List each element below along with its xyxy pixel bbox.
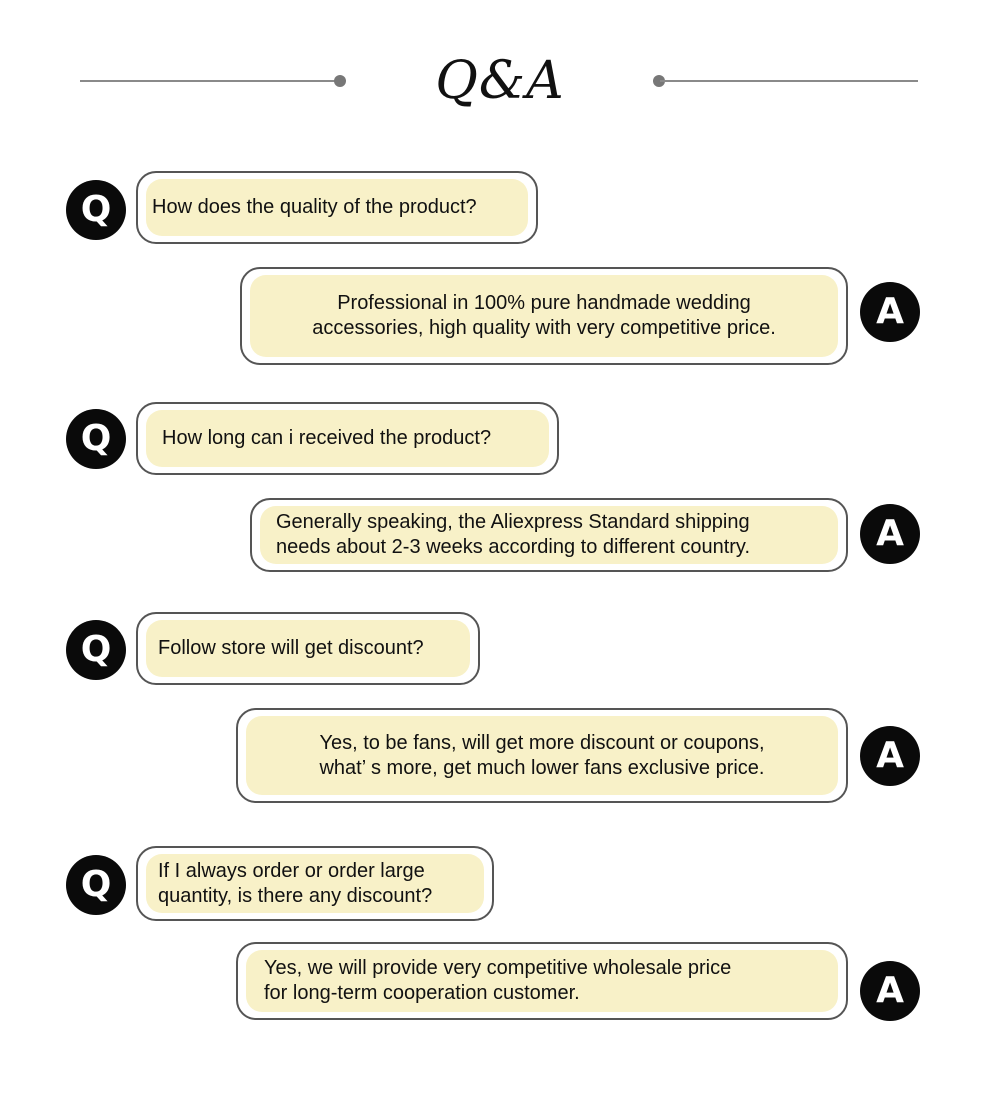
question-text-4: If I always order or order large quantity, is there any discount? bbox=[158, 859, 433, 907]
question-text-1: How does the quality of the product? bbox=[152, 196, 477, 218]
question-bubble-4 bbox=[136, 846, 494, 921]
question-badge-4: Q bbox=[66, 855, 126, 915]
answer-badge-1: A bbox=[860, 282, 920, 342]
answer-text-4: Yes, we will provide very competitive wholesale price for long-term cooperation customer. bbox=[264, 957, 732, 1004]
answer-bubble-3 bbox=[236, 708, 848, 803]
question-badge-2: Q bbox=[66, 409, 126, 469]
answer-text-2: Generally speaking, the Aliexpress Standard shipping needs about 2-3 weeks according to different country. bbox=[276, 511, 750, 558]
question-bubble-3 bbox=[136, 612, 480, 685]
question-badge-1: Q bbox=[66, 180, 126, 240]
answer-text-3: Yes, to be fans, will get more discount or coupons, what’ s more, get much lower fans exclusive price. bbox=[319, 731, 765, 779]
answer-bubble-2 bbox=[250, 498, 848, 572]
question-text-2: How long can i received the product? bbox=[162, 427, 492, 449]
question-badge-3: Q bbox=[66, 620, 126, 680]
page-title: Q&A bbox=[435, 51, 565, 111]
answer-badge-2: A bbox=[860, 504, 920, 564]
header bbox=[0, 0, 1000, 160]
answer-bubble-1 bbox=[240, 267, 848, 365]
question-bubble-2 bbox=[136, 402, 559, 475]
header-rule-right bbox=[660, 80, 918, 82]
answer-badge-3: A bbox=[860, 726, 920, 786]
answer-badge-4: A bbox=[860, 961, 920, 1021]
answer-text-1: Professional in 100% pure handmade wedding accessories, high quality with very competitive price. bbox=[312, 292, 776, 339]
question-bubble-1 bbox=[136, 171, 538, 244]
answer-bubble-4 bbox=[236, 942, 848, 1020]
question-text-3: Follow store will get discount? bbox=[158, 637, 424, 659]
